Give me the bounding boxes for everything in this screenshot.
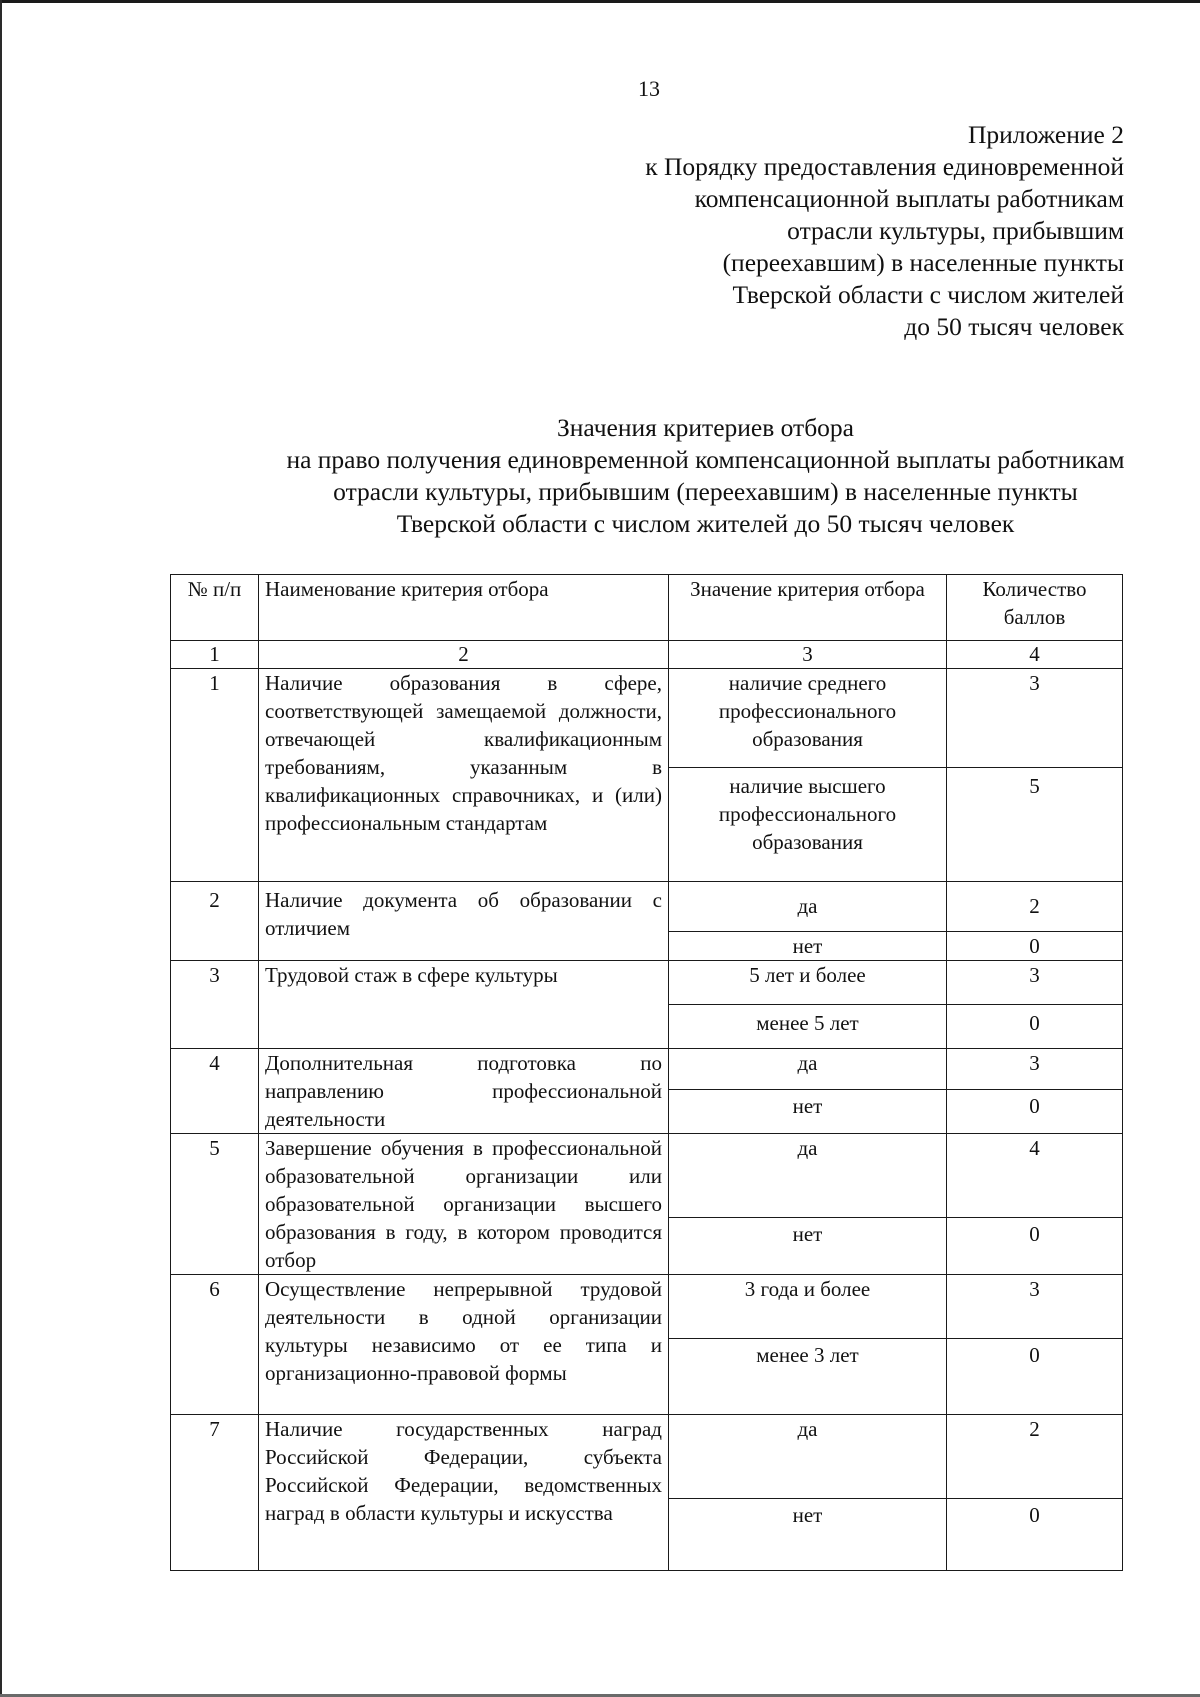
criterion-points: 2 bbox=[947, 882, 1123, 932]
criterion-value: да bbox=[669, 1134, 947, 1218]
criterion-points: 4 bbox=[947, 1134, 1123, 1218]
criterion-value: да bbox=[669, 1049, 947, 1090]
criterion-points: 0 bbox=[947, 1499, 1123, 1571]
row-number: 6 bbox=[171, 1275, 259, 1415]
criterion-name: Осуществление непрерывной трудовой деятельности в одной организации культуры независимо от ее типа и организационно-правовой формы bbox=[259, 1275, 669, 1415]
header-points: Количество баллов bbox=[947, 575, 1123, 641]
appendix-line: до 50 тысяч человек bbox=[904, 312, 1124, 341]
column-number: 4 bbox=[947, 641, 1123, 669]
criteria-table bbox=[170, 574, 1123, 1571]
title-line: отрасли культуры, прибывшим (переехавшим) в населенные пункты bbox=[333, 477, 1078, 506]
column-number: 2 bbox=[259, 641, 669, 669]
criterion-name: Наличие документа об образовании с отличием bbox=[259, 882, 669, 961]
criterion-points: 0 bbox=[947, 1090, 1123, 1134]
row-number: 1 bbox=[171, 669, 259, 882]
appendix-line: компенсационной выплаты работникам bbox=[694, 184, 1124, 213]
title-line: Тверской области с числом жителей до 50 тысяч человек bbox=[396, 509, 1015, 538]
criterion-points: 0 bbox=[947, 1005, 1123, 1049]
criterion-name: Завершение обучения в профессиональной образовательной организации или образовательной организации высшего образования в году, в котором проводится отбор bbox=[259, 1134, 669, 1275]
criterion-points: 2 bbox=[947, 1415, 1123, 1499]
row-number: 5 bbox=[171, 1134, 259, 1275]
criterion-points: 3 bbox=[947, 1049, 1123, 1090]
criterion-points: 3 bbox=[947, 1275, 1123, 1339]
title-line: Значения критериев отбора bbox=[557, 413, 854, 442]
criterion-value: нет bbox=[669, 1218, 947, 1275]
criterion-name: Наличие государственных наград Российской Федерации, субъекта Российской Федерации, ведомственных наград в области культуры и искусства bbox=[259, 1415, 669, 1571]
appendix-line: Приложение 2 bbox=[968, 120, 1124, 149]
title-line: на право получения единовременной компенсационной выплаты работникам bbox=[286, 445, 1125, 474]
table-row bbox=[171, 1049, 1123, 1090]
appendix-line: к Порядку предоставления единовременной bbox=[645, 152, 1124, 181]
appendix-line: (переехавшим) в населенные пункты bbox=[722, 248, 1124, 277]
document-title bbox=[0, 412, 1200, 540]
table-row bbox=[171, 1134, 1123, 1218]
header-criterion-name: Наименование критерия отбора bbox=[259, 575, 669, 641]
criterion-points: 0 bbox=[947, 1339, 1123, 1415]
appendix-line: отрасли культуры, прибывшим bbox=[787, 216, 1124, 245]
criterion-value: наличие среднего профессионального образования bbox=[669, 669, 947, 768]
header-number: № п/п bbox=[171, 575, 259, 641]
criterion-value: да bbox=[669, 882, 947, 932]
criterion-points: 0 bbox=[947, 1218, 1123, 1275]
criterion-name: Наличие образования в сфере, соответствующей замещаемой должности, отвечающей квалификационным требованиям, указанным в квалификационных справочниках, и (или) профессиональным стандартам bbox=[259, 669, 669, 882]
table-row bbox=[171, 882, 1123, 932]
scan-edge-left bbox=[0, 0, 2, 1697]
header-criterion-value: Значение критерия отбора bbox=[669, 575, 947, 641]
table-row bbox=[171, 1275, 1123, 1339]
table-row bbox=[171, 669, 1123, 768]
criterion-value: наличие высшего профессионального образования bbox=[669, 768, 947, 882]
appendix-heading bbox=[504, 119, 1124, 343]
table-header-row bbox=[171, 575, 1123, 641]
criterion-value: нет bbox=[669, 1090, 947, 1134]
row-number: 4 bbox=[171, 1049, 259, 1134]
table-row bbox=[171, 961, 1123, 1005]
criterion-points: 3 bbox=[947, 961, 1123, 1005]
criterion-value: 5 лет и более bbox=[669, 961, 947, 1005]
criterion-name: Дополнительная подготовка по направлению профессиональной деятельности bbox=[259, 1049, 669, 1134]
criterion-points: 5 bbox=[947, 768, 1123, 882]
row-number: 3 bbox=[171, 961, 259, 1049]
criterion-value: нет bbox=[669, 932, 947, 961]
column-number: 1 bbox=[171, 641, 259, 669]
table-row bbox=[171, 1415, 1123, 1499]
page-number: 13 bbox=[638, 76, 660, 101]
criterion-value: нет bbox=[669, 1499, 947, 1571]
column-numbers-row bbox=[171, 641, 1123, 669]
criterion-points: 0 bbox=[947, 932, 1123, 961]
row-number: 2 bbox=[171, 882, 259, 961]
criterion-name: Трудовой стаж в сфере культуры bbox=[259, 961, 669, 1049]
criterion-value: менее 3 лет bbox=[669, 1339, 947, 1415]
criterion-points: 3 bbox=[947, 669, 1123, 768]
criterion-value: менее 5 лет bbox=[669, 1005, 947, 1049]
appendix-line: Тверской области с числом жителей bbox=[732, 280, 1124, 309]
scan-edge-top bbox=[0, 0, 1200, 3]
criterion-value: да bbox=[669, 1415, 947, 1499]
row-number: 7 bbox=[171, 1415, 259, 1571]
column-number: 3 bbox=[669, 641, 947, 669]
criterion-value: 3 года и более bbox=[669, 1275, 947, 1339]
